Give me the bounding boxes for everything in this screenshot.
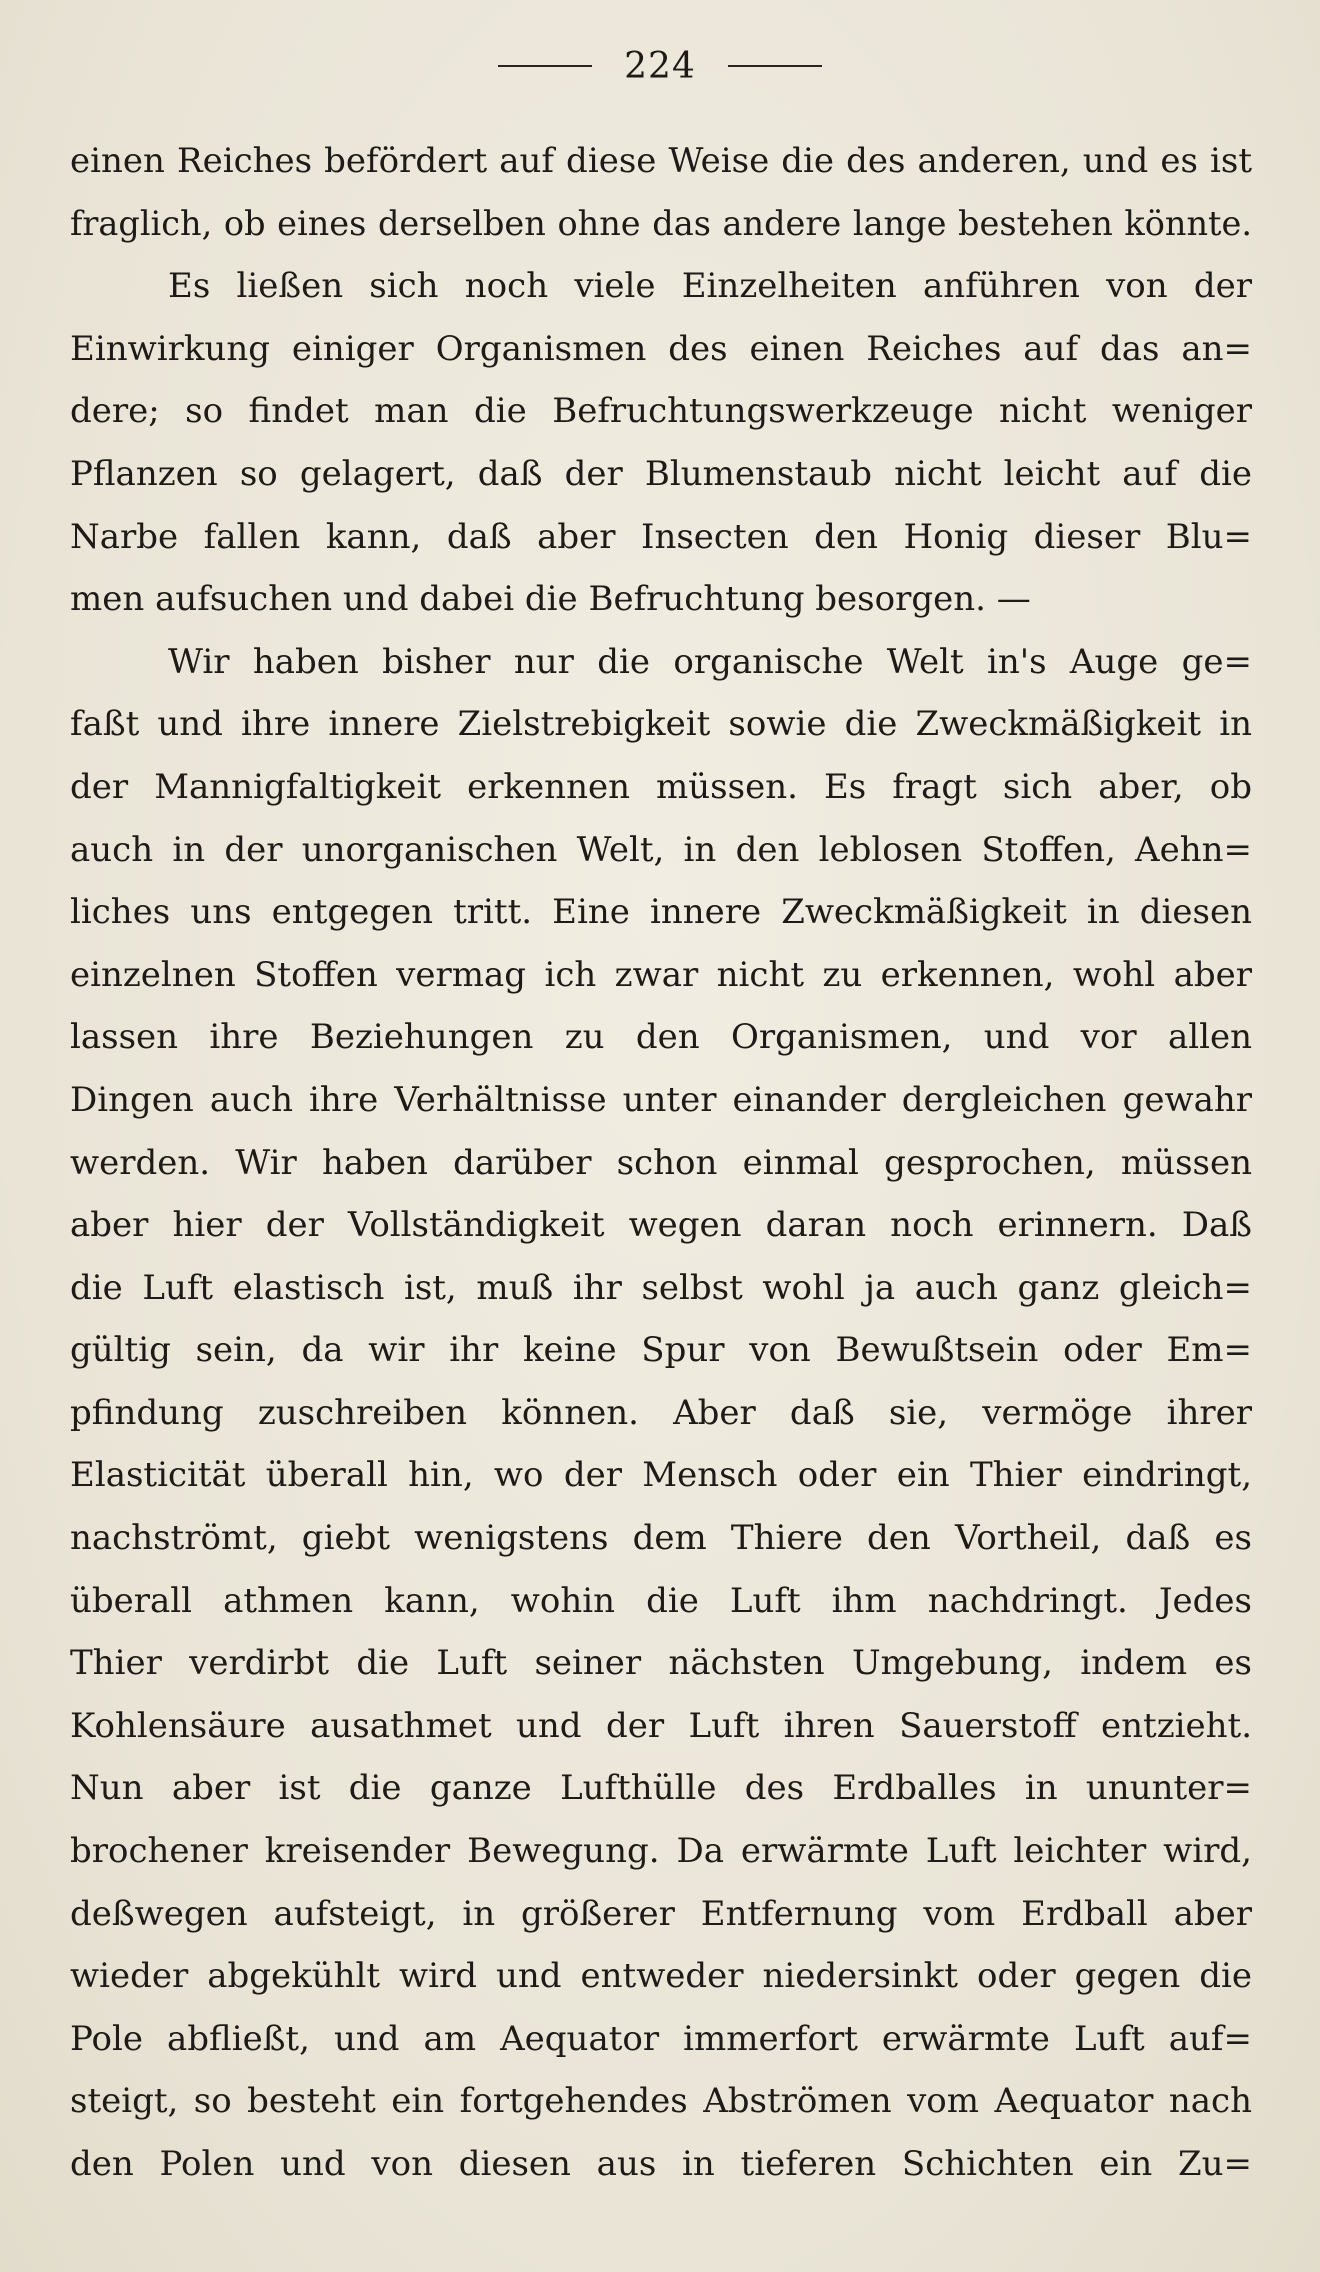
text-line: dere; so findet man die Befruchtungswerkzeuge nicht weniger	[70, 391, 1252, 432]
text-line: Pflanzen so gelagert, daß der Blumenstaub nicht leicht auf die	[70, 453, 1252, 494]
text-line: werden. Wir haben darüber schon einmal gesprochen, müssen	[70, 1142, 1252, 1183]
text-line: faßt und ihre innere Zielstrebigkeit sowie die Zweckmäßigkeit in	[70, 704, 1252, 745]
text-line: Dingen auch ihre Verhältnisse unter einander dergleichen gewahr	[70, 1079, 1252, 1120]
text-line: brochener kreisender Bewegung. Da erwärmte Luft leichter wird,	[70, 1831, 1252, 1872]
text-line: Elasticität überall hin, wo der Mensch oder ein Thier eindringt,	[70, 1455, 1252, 1496]
text-line: den Polen und von diesen aus in tieferen Schichten ein Zu=	[70, 2144, 1252, 2184]
page-number: 224	[624, 45, 696, 87]
text-line: aber hier der Vollständigkeit wegen daran noch erinnern. Daß	[70, 1205, 1252, 1246]
text-line: Pole abfließt, und am Aequator immerfort erwärmte Luft auf=	[70, 2018, 1252, 2059]
text-line: deßwegen aufsteigt, in größerer Entfernung vom Erdball aber	[70, 1893, 1252, 1934]
text-line: fraglich, ob eines derselben ohne das andere lange bestehen könnte.	[70, 203, 1252, 243]
text-line: der Mannigfaltigkeit erkennen müssen. Es fragt sich aber, ob	[70, 766, 1252, 807]
page-header	[0, 36, 1320, 96]
text-line: pfindung zuschreiben können. Aber daß sie, vermöge ihrer	[70, 1392, 1252, 1433]
text-line: einzelnen Stoffen vermag ich zwar nicht zu erkennen, wohl aber	[70, 954, 1252, 995]
text-line: Nun aber ist die ganze Lufthülle des Erdballes in ununter=	[70, 1768, 1252, 1809]
text-line: Wir haben bisher nur die organische Welt in's Auge ge=	[168, 641, 1252, 682]
text-line: Es ließen sich noch viele Einzelheiten anführen von der	[168, 266, 1252, 307]
header-rule-right	[728, 65, 822, 67]
text-line: gültig sein, da wir ihr keine Spur von Bewußtsein oder Em=	[70, 1330, 1252, 1371]
text-line: auch in der unorganischen Welt, in den leblosen Stoffen, Aehn=	[70, 829, 1252, 870]
text-line: men aufsuchen und dabei die Befruchtung besorgen. —	[70, 579, 1031, 620]
text-line: überall athmen kann, wohin die Luft ihm nachdringt. Jedes	[70, 1580, 1252, 1621]
text-line: einen Reiches befördert auf diese Weise die des anderen, und es ist	[70, 141, 1252, 181]
header-rule-left	[498, 65, 592, 67]
text-line: Thier verdirbt die Luft seiner nächsten Umgebung, indem es	[70, 1643, 1252, 1684]
text-line: lassen ihre Beziehungen zu den Organismen, und vor allen	[70, 1017, 1252, 1058]
text-line: steigt, so besteht ein fortgehendes Abströmen vom Aequator nach	[70, 2081, 1252, 2122]
text-line: Kohlensäure ausathmet und der Luft ihren Sauerstoff entzieht.	[70, 1705, 1252, 1746]
body-text	[70, 130, 1252, 2196]
text-line: nachströmt, giebt wenigstens dem Thiere den Vortheil, daß es	[70, 1518, 1252, 1559]
text-line: wieder abgekühlt wird und entweder niedersinkt oder gegen die	[70, 1956, 1252, 1997]
text-line: liches uns entgegen tritt. Eine innere Zweckmäßigkeit in diesen	[70, 892, 1252, 933]
text-line: die Luft elastisch ist, muß ihr selbst wohl ja auch ganz gleich=	[70, 1267, 1252, 1308]
text-line: Einwirkung einiger Organismen des einen Reiches auf das an=	[70, 328, 1252, 369]
text-line: Narbe fallen kann, daß aber Insecten den Honig dieser Blu=	[70, 516, 1252, 557]
